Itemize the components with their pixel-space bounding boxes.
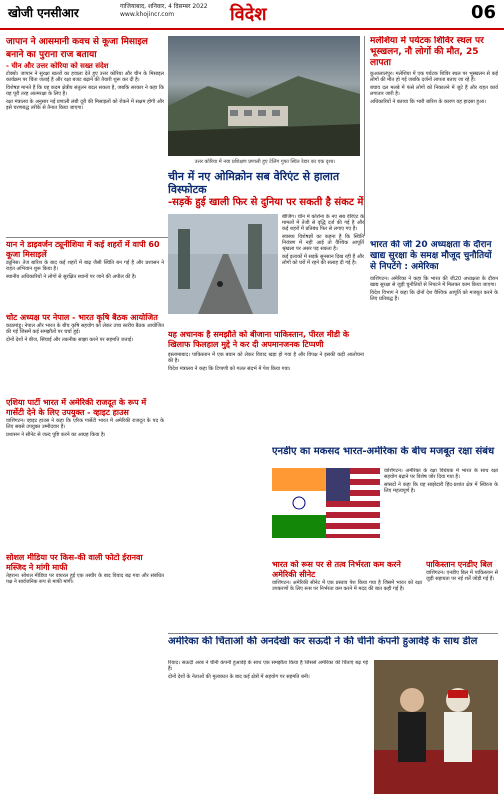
dateline: गाजियाबाद, शनिवार, 4 दिसम्बर 2022 www.khojincr.com: [120, 3, 208, 18]
subhead: - चीन और उत्तर कोरिया को सख्त संदेश: [6, 62, 109, 70]
masthead: [0, 0, 504, 30]
china-street-photo: [168, 214, 278, 314]
headline: चोट अध्यक्ष पर नेपाल - भारत कृषि बैठक आयोजित: [6, 313, 158, 322]
story-pak-ndaa: पाकिस्तान एनडीए बिल वाशिंगटन। एनडीए बिल में पाकिस्तान से जुड़ी सहायता पर नई शर्तें जोड़ी गई हैं।: [426, 560, 498, 582]
story-saudi-huawei: [168, 636, 498, 656]
headline: भारत को रूस पर से तत्व निर्भरता कम करने अमेरिकी सीनेट: [272, 560, 401, 579]
story-japan-missile: [6, 36, 164, 166]
story-ndaa: [272, 446, 498, 466]
headline: यान ने डाइवर्जन ट्यूनीशिया में कई शहरों में वापी 60 कूजा मिसाइलें: [6, 240, 160, 259]
saudi-china-leaders-photo: [374, 660, 498, 794]
landscape-image: [168, 36, 360, 156]
headline: सोशल मीडिया पर किस-की वाली फोटो ईरानवा मस्जिद ने मांगी माफी: [6, 553, 143, 572]
story-garcetti: एशिया पार्टी भारत में अमेरिकी राजदूत के रूप में गार्सेटी देने के लिए उपयुक्त - व्हाइट हाउस वाशिंगटन। व्हाइट हाउस ने कहा कि एरिक गार्सेटी भारत में अमेरिकी राजदूत के पद के लिए सबसे उपयुक्त उम्मीदवार हैं। प्रशासन ने सीनेट से जल्द पुष्टि करने का आग्रह किया है।: [6, 398, 164, 438]
story-g20: भारत की जी 20 अध्यक्षता के दौरान खाद्य सुरक्षा के समक्ष मौजूद चुनौतियों से निपटेंगे : अमेरिका वाशिंगटन। अमेरिका ने कहा कि भारत की जी20 अध्यक्षता के दौरान खाद्य सुरक्षा से जुड़ी चुनौतियों से निपटने में मिलकर काम किया जाएगा। विदेश विभाग ने कहा कि दोनों देश वैश्विक आपूर्ति को मजबूत करने के लिए प्रतिबद्ध हैं।: [370, 240, 498, 302]
section-title: विदेश: [230, 4, 267, 25]
story-tunisia: यान ने डाइवर्जन ट्यूनीशिया में कई शहरों में वापी 60 कूजा मिसाइलें ट्यूनिस। तेज बारिश के बाद कई शहरों में बाढ़ जैसी स्थिति बन गई है और प्रशासन ने राहत अभियान शुरू किया है। स्थानीय अधिकारियों ने लोगों से सुरक्षित स्थानों पर जाने की अपील की है।: [6, 240, 164, 280]
headline: अमेरिका की चिंताओं की अनदेखी कर सऊदी ने की चीनी कंपनी हुआवेई के साथ डील: [168, 636, 478, 647]
story-china-body: बीजिंग। चीन में कोरोना के नए सब वेरिएंट के मामलों में तेजी से वृद्धि दर्ज की गई है और कई शहरों में प्रतिबंध फिर से लगाए गए हैं। स्वास्थ्य विशेषज्ञों का कहना है कि स्थिति नियंत्रण में नहीं आई तो वैश्विक आपूर्ति श्रृंखला पर असर पड़ सकता है। कई इलाकों में सड़कें सुनसान दिख रही हैं और लोगों को घरों में रहने की सलाह दी गई है।: [282, 214, 364, 266]
headline: एशिया पार्टी भारत में अमेरिकी राजदूत के रूप में गार्सेटी देने के लिए उपयुक्त - व्हाइट हाउस: [6, 398, 147, 417]
headline: यह अचानक है समझौते को बीजाना पाकिस्तान, पीरल मीडी के खिलाफ फिलहाल मुद्दे ने कर दी अपमानजनक टिप्पणी: [168, 330, 350, 349]
headline: चीन में नए ओमिक्रोन सब वेरिएंट से हालात विस्फोटक: [168, 170, 340, 196]
photo-caption: उत्तर कोरिया में नया प्रशिक्षण प्रणाली हुए टेलिंग गुफा स्थित रेडार का एक दृश्य।: [194, 159, 336, 165]
leaders-image: [374, 660, 498, 794]
story-nepal-india: चोट अध्यक्ष पर नेपाल - भारत कृषि बैठक आयोजित काठमांडू। नेपाल और भारत के बीच कृषि सहयोग को लेकर उच्च स्तरीय बैठक आयोजित की गई जिसमें कई समझौतों पर चर्चा हुई। दोनों देशों ने बीज, सिंचाई और तकनीक साझा करने पर सहमति जताई।: [6, 313, 164, 343]
story-ndaa-body: वाशिंगटन। अमेरिका के रक्षा विधेयक में भारत के साथ रक्षा सहयोग बढ़ाने पर विशेष जोर दिया गया है। सांसदों ने कहा कि यह साझेदारी हिंद-प्रशांत क्षेत्र में स्थिरता के लिए महत्वपूर्ण है।: [384, 468, 498, 494]
divider: [364, 36, 365, 236]
page-number: 06: [470, 2, 496, 23]
section-left-title: खोजी एनसीआर: [8, 6, 79, 20]
story-china-omicron: [168, 170, 364, 210]
flags-photo: [272, 468, 380, 538]
headline-2: -सड़कें हुई खाली फिर से दुनिया पर सकती है संकट में: [168, 197, 364, 208]
website-link[interactable]: www.khojincr.com: [120, 11, 175, 18]
story-body: टोक्यो। जापान ने सुरक्षा खतरों का हवाला देते हुए उत्तर कोरिया और चीन के मिसाइल कार्यक्रम पर चिंता जताई है और रक्षा बजट बढ़ाने की तैयारी शुरू कर दी है। विशेषज्ञ मानते हैं कि यह कदम क्षेत्रीय संतुलन बदल सकता है, जबकि सरकार ने कहा कि यह पूरी तरह आत्मरक्षा के लिए है। रक्षा मंत्रालय के अनुसार नई प्रणाली लंबी दूरी की मिसाइलों को रोकने में सक्षम होगी और इसे चरणबद्ध तरीके से तैनात किया जाएगा।: [6, 71, 164, 111]
headline: जापान ने आसमानी कवच से कूजा मिसाइल बनाने का पुराना राज बताया: [6, 37, 148, 60]
top-photo: [168, 36, 360, 156]
headline: पाकिस्तान एनडीए बिल: [426, 560, 493, 569]
india-us-flags-image: [272, 468, 380, 538]
story-social-media: सोशल मीडिया पर किस-की वाली फोटो ईरानवा मस्जिद ने मांगी माफी तेहरान। सोशल मीडिया पर वायरल हुई एक तस्वीर के बाद विवाद बढ़ गया और संबंधित पक्ष ने सार्वजनिक रूप से माफी मांगी।: [6, 553, 164, 585]
divider: [168, 633, 498, 634]
story-russia: भारत को रूस पर से तत्व निर्भरता कम करने अमेरिकी सीनेट वाशिंगटन। अमेरिकी सीनेट में एक प्रस्ताव पेश किया गया है जिसमें भारत को रक्षा उपकरणों के लिए रूस पर निर्भरता कम करने में मदद की बात कही गई है।: [272, 560, 422, 592]
story-saudi-body: रियाद। सऊदी अरब ने चीनी कंपनी हुआवेई के साथ एक समझौता किया है जिससे अमेरिका की चिंताएं बढ़ गई हैं। दोनों देशों के नेताओं की मुलाकात के बाद कई क्षेत्रों में सहयोग पर सहमति बनी।: [168, 660, 368, 680]
street-image: [168, 214, 278, 314]
story-malaysia: मलेशिया में पर्यटक शिविर स्थल पर भूस्खलन, नौ लोगों की मौत, 25 लापता कुआलालंपुर। मलेशिया में एक पर्यटक शिविर स्थल पर भूस्खलन से कई लोगों की मौत हो गई जबकि दर्जनों लापता बताए जा रहे हैं। बचाव दल मलबे में फंसे लोगों को निकालने में जुटे हैं और राहत कार्य लगातार जारी है। अधिकारियों ने बताया कि भारी बारिश के कारण यह हादसा हुआ।: [370, 36, 498, 105]
headline: भारत की जी 20 अध्यक्षता के दौरान खाद्य सुरक्षा के समक्ष मौजूद चुनौतियों से निपटेंगे : अमेरिका: [370, 240, 492, 272]
story-pakistan: यह अचानक है समझौते को बीजाना पाकिस्तान, पीरल मीडी के खिलाफ फिलहाल मुद्दे ने कर दी अपमानजनक टिप्पणी इस्लामाबाद। पाकिस्तान में एक बयान को लेकर विवाद खड़ा हो गया है और विपक्ष ने इसकी कड़ी आलोचना की है। विदेश मंत्रालय ने कहा कि टिप्पणी को गलत संदर्भ में पेश किया गया।: [168, 330, 364, 372]
headline: एनडीए का मकसद भारत-अमेरिका के बीच मजबूत रक्षा संबंध: [272, 446, 495, 457]
headline: मलेशिया में पर्यटक शिविर स्थल पर भूस्खलन, नौ लोगों की मौत, 25 लापता: [370, 36, 484, 68]
